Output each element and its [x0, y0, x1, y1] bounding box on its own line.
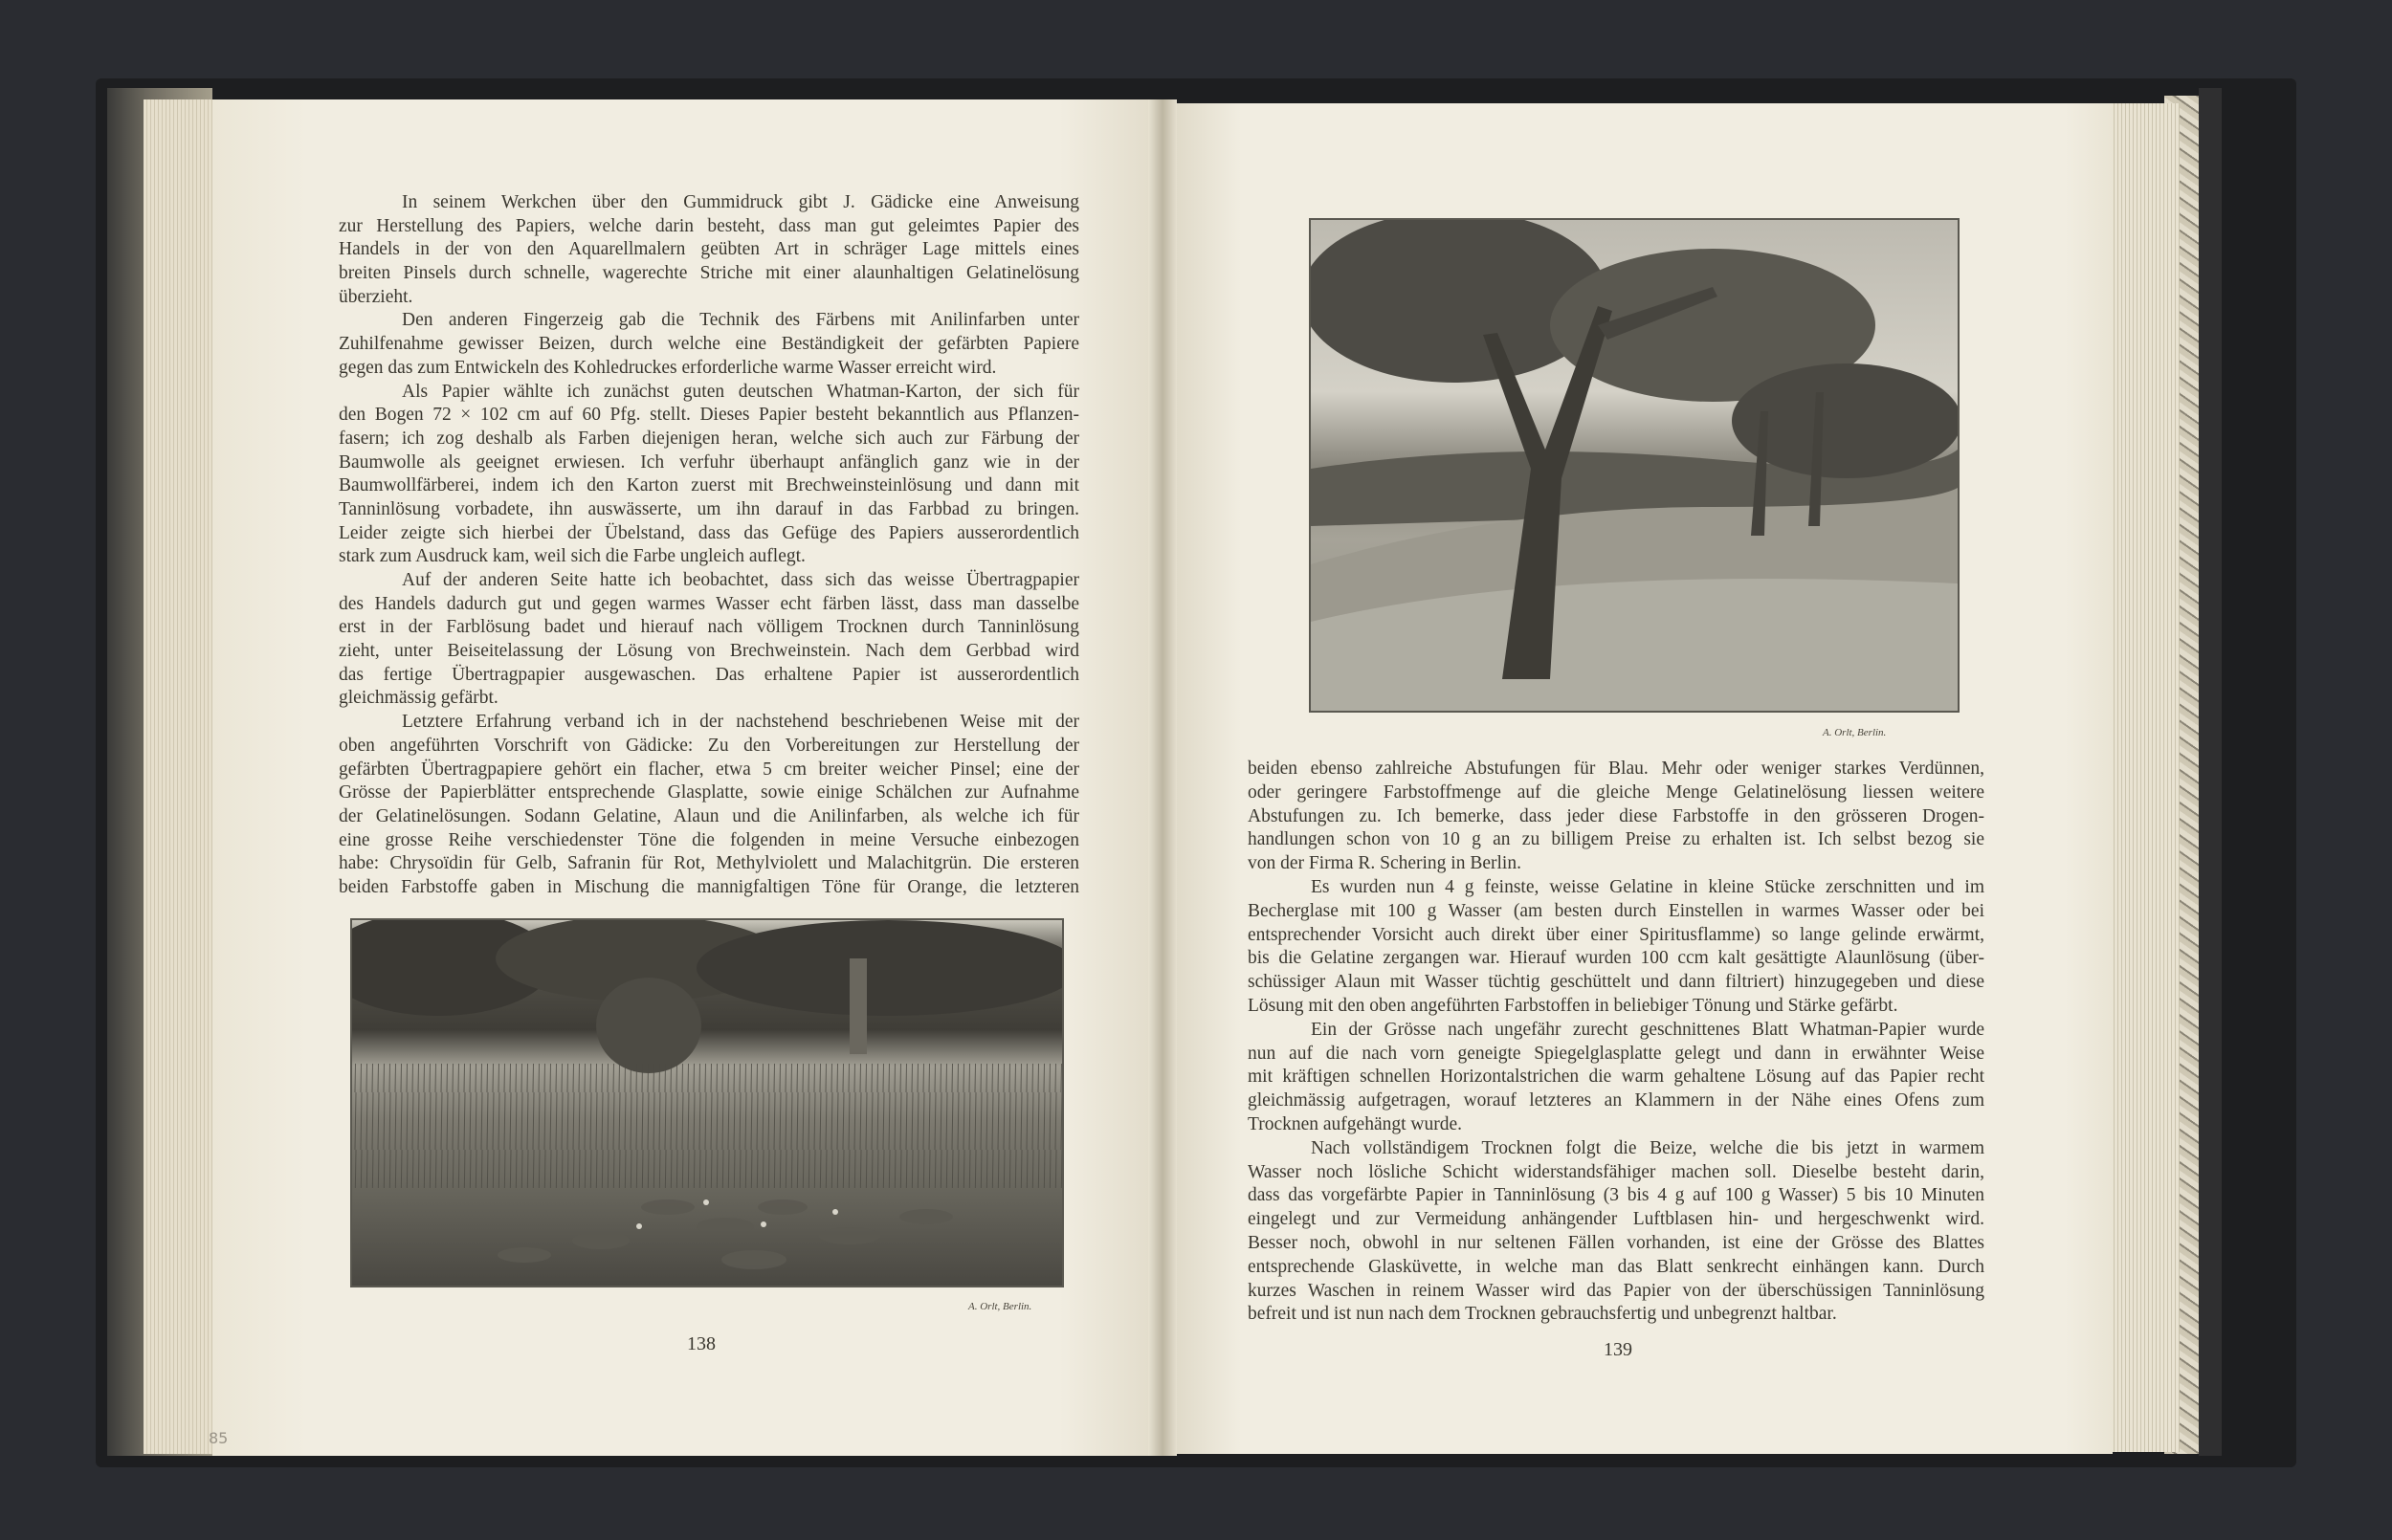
text-line: dass das vorgefärbte Papier in Tanninlösung (3 bis 4 g auf 100 g Wasser) 5 bis 10 Minuten	[1248, 1185, 1984, 1206]
text-line: habe: Chrysoïdin für Gelb, Safranin für Rot, Methylviolett und Malachitgrün. Die ersteren	[339, 853, 1079, 874]
text-line: Becherglase mit 100 g Wasser (am besten durch Einstellen in warmes Wasser oder bei	[1248, 900, 1984, 921]
text-line: überzieht.	[339, 286, 413, 307]
text-line: von der Firma R. Schering in Berlin.	[1248, 853, 1521, 874]
text-line: eine grosse Reihe verschiedenster Töne die folgenden in meine Versuche einbezogen	[339, 829, 1079, 850]
text-line: Grösse der Papierblätter entsprechende Glasplatte, sowie einige Schälchen zur Aufnahme	[339, 782, 1079, 803]
text-line: gefärbten Übertragpapiere gehört ein flacher, etwa 5 cm breiter weicher Pinsel; eine der	[339, 759, 1079, 780]
photo-pond-with-water-lilies	[350, 918, 1064, 1287]
text-line: eingelegt und zur Vermeidung anhängender Luftblasen hin- und hergeschwenkt wird.	[1248, 1209, 1984, 1230]
page-edges-left	[144, 99, 215, 1454]
text-line: In seinem Werkchen über den Gummidruck gibt J. Gädicke eine Anweisung	[402, 192, 1079, 212]
text-line: beiden ebenso zahlreiche Abstufungen für Blau. Mehr oder weniger starkes Verdünnen,	[1248, 759, 1984, 779]
text-line: befreit und ist nun nach dem Trocknen gebrauchsfertig und unbegrenzt haltbar.	[1248, 1304, 1837, 1325]
text-line: oder geringere Farbstoffmenge auf die gleiche Menge Gelatinelösung liessen weitere	[1248, 781, 1984, 803]
text-line: zur Herstellung des Papiers, welche darin besteht, dass man gut geleimtes Papier des	[339, 215, 1079, 236]
left-page-text	[339, 191, 1079, 900]
text-line: bis die Gelatine zergangen war. Hierauf wurden 100 ccm kalt gesättigte Alaunlösung (über-	[1248, 948, 1984, 969]
text-line: schüssiger Alaun mit Wasser tüchtig geschüttelt und dann filtriert) hinzugegeben und diese	[1248, 972, 1984, 993]
text-line: Auf der anderen Seite hatte ich beobachtet, dass sich das weisse Übertragpapier	[402, 570, 1079, 590]
text-line: Als Papier wählte ich zunächst guten deutschen Whatman-Karton, der sich für	[402, 381, 1079, 402]
text-line: erst in der Farblösung badet und hierauf nach völligem Trocknen durch Tanninlösung	[339, 617, 1079, 638]
text-line: beiden Farbstoffe gaben in Mischung die mannigfaltigen Töne für Orange, die letzteren	[339, 876, 1079, 897]
book-gutter	[1148, 99, 1177, 1456]
text-line: Lösung mit den oben angeführten Farbstoffen in beliebiger Tönung und Stärke gefärbt.	[1248, 995, 1898, 1016]
text-line: Handels in der von den Aquarellmalern geübten Art in schräger Lage mittels eines	[339, 239, 1079, 260]
text-line: handlungen schon von 10 g an zu billigem Preise zu erhalten ist. Ich selbst bezog sie	[1248, 829, 1984, 850]
text-line: gegen das zum Entwickeln des Kohledruckes erforderliche warme Wasser erreicht wird.	[339, 357, 997, 378]
text-line: Trocknen aufgehängt wurde.	[1248, 1113, 1463, 1134]
pencil-mark: 85	[209, 1429, 229, 1447]
text-line: Ein der Grösse nach ungefähr zurecht geschnittenes Blatt Whatman-Papier wurde	[1311, 1019, 1984, 1040]
page-edges-right	[2111, 103, 2180, 1452]
text-line: Baumwollfärberei, indem ich den Karton zuerst mit Brechweinsteinlösung und dann mit	[339, 475, 1079, 496]
page-number-right: 139	[1604, 1339, 1632, 1360]
text-line: mit kräftigen schnellen Horizontalstrichen die warm gehaltene Lösung auf das Papier recht	[1248, 1067, 1984, 1088]
page-number-left: 138	[687, 1333, 716, 1354]
text-line: Tanninlösung vorbadete, ihn auswässerte, um ihn darauf in das Farbbad zu bringen.	[339, 498, 1079, 519]
text-line: Abstufungen zu. Ich bemerke, dass jeder diese Farbstoffe in den grösseren Drogen-	[1248, 805, 1984, 826]
text-line: fasern; ich zog deshalb als Farben diejenigen heran, welche sich auch zur Färbung der	[339, 428, 1079, 449]
text-line: Den anderen Fingerzeig gab die Technik des Färbens mit Anilinfarben unter	[402, 310, 1079, 331]
text-line: Leider zeigte sich hierbei der Übelstand, dass das Gefüge des Papiers ausserordentlich	[339, 522, 1079, 543]
text-line: Es wurden nun 4 g feinste, weisse Gelatine in kleine Stücke zerschnitten und im	[1311, 876, 1984, 897]
text-line: Zuhilfenahme gewisser Beizen, durch welche eine Beständigkeit der gefärbten Papiere	[339, 334, 1079, 355]
text-line: stark zum Ausdruck kam, weil sich die Farbe ungleich auflegt.	[339, 546, 806, 567]
text-line: entsprechende Glasküvette, in welche man das Blatt senkrecht einhängen kann. Durch	[1248, 1256, 1984, 1277]
text-line: gleichmässig gefärbt.	[339, 688, 498, 709]
text-line: Wasser noch lösliche Schicht widerstandsfähiger machen soll. Dieselbe besteht darin,	[1248, 1161, 1984, 1182]
text-line: nun auf die nach vorn geneigte Spiegelglasplatte gelegt und dann in erwähnter Weise	[1248, 1043, 1984, 1064]
text-line: Baumwolle als geeignet erwiesen. Ich verfuhr überhaupt anfänglich ganz wie in der	[339, 451, 1079, 473]
text-line: zieht, unter Beiseitelassung der Lösung von Brechweinstein. Nach dem Gerbbad wird	[339, 641, 1079, 662]
left-photo-caption: A. Orlt, Berlin.	[968, 1301, 1032, 1312]
text-line: Besser noch, obwohl in nur seltenen Fällen vorhanden, ist eine der Grösse des Blattes	[1248, 1232, 1984, 1253]
text-line: kurzes Waschen in reinem Wasser wird das Papier von der überschüssigen Tanninlösung	[1248, 1280, 1984, 1301]
text-line: das fertige Übertragpapier ausgewaschen. Das erhaltene Papier ist ausserordentlich	[339, 664, 1079, 685]
photo-pine-trees-on-hillside	[1309, 218, 1960, 713]
text-line: breiten Pinsels durch schnelle, wagerechte Striche mit einer alaunhaltigen Gelatinelösung	[339, 263, 1079, 284]
text-line: entsprechender Vorsicht auch direkt über einer Spiritusflamme) so lange gelinde erwärmt,	[1248, 924, 1984, 945]
text-line: Nach vollständigem Trocknen folgt die Beize, welche die bis jetzt in warmem	[1311, 1137, 1984, 1158]
book-cover-right-edge	[2199, 88, 2222, 1456]
text-line: gleichmässig aufgetragen, worauf letzteres an Klammern in der Nähe eines Ofens zum	[1248, 1090, 1984, 1111]
text-line: den Bogen 72 × 102 cm auf 60 Pfg. stellt. Dieses Papier besteht bekanntlich aus Pflanzen-	[339, 405, 1079, 426]
text-line: Letztere Erfahrung verband ich in der nachstehend beschriebenen Weise mit der	[402, 712, 1079, 733]
text-line: der Gelatinelösungen. Sodann Gelatine, Alaun und die Anilinfarben, als welche ich für	[339, 805, 1079, 826]
text-line: des Handels dadurch gut und gegen warmes Wasser echt färben lässt, dass man dasselbe	[339, 593, 1079, 614]
right-photo-caption: A. Orlt, Berlin.	[1823, 727, 1887, 738]
text-line: oben angeführten Vorschrift von Gädicke: Zu den Vorbereitungen zur Herstellung der	[339, 735, 1079, 756]
right-page-text	[1248, 758, 1984, 1327]
